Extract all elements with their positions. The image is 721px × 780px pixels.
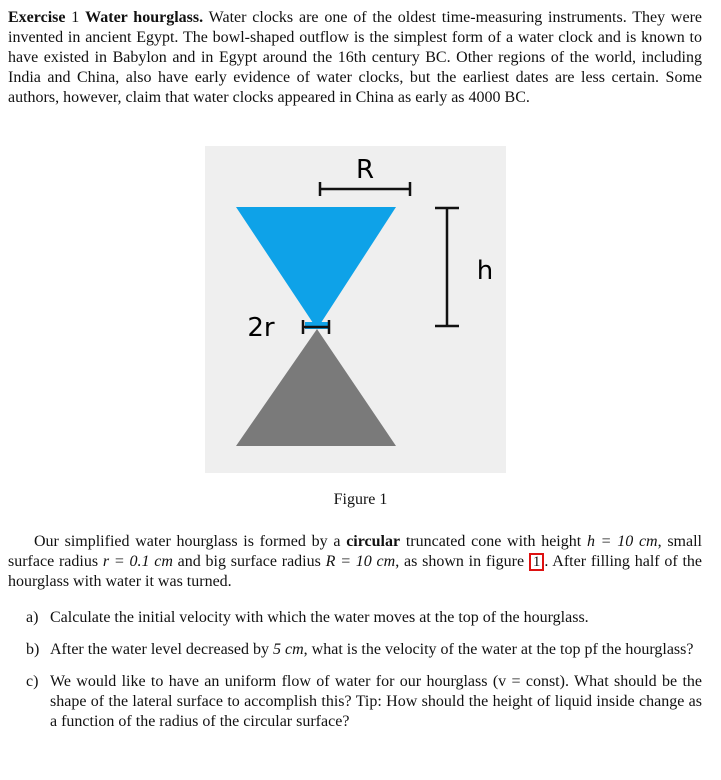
exercise-intro-text: Water clocks are one of the oldest time-measuring instruments. They were invented in ancient Egypt. The bowl-shaped outflow is the simplest form of a water clock and is known to have existed in Babylon and in Egypt around the 16th century BC. Other regions of the world, including India and China, also have early evidence of water clocks, but the earliest dates are less certain. Some authors, however, claim that water clocks appeared in China as early as 4000 BC. — [8, 9, 703, 106]
desc-part2: truncated cone with height — [400, 533, 587, 550]
question-a — [26, 608, 702, 628]
hourglass-figure — [205, 146, 506, 473]
question-label: b) — [26, 641, 40, 658]
exercise-label: Exercise — [8, 9, 66, 26]
question-label: c) — [26, 673, 39, 690]
desc-part4: and big surface radius — [172, 553, 326, 570]
hourglass-diagram — [205, 146, 506, 473]
grey-cone — [236, 329, 396, 446]
question-list — [26, 608, 702, 744]
desc-h-expr: h = 10 cm — [586, 533, 658, 550]
label-R: R — [355, 155, 375, 185]
desc-part5: , as shown in figure — [395, 553, 529, 570]
label-2r: 2r — [247, 313, 275, 343]
question-text — [50, 640, 702, 660]
height-h-dimension — [435, 208, 459, 326]
desc-R-expr: R = 10 cm — [325, 553, 396, 570]
desc-part6: . After filling half of the hourglass with water it was turned. — [8, 553, 703, 590]
question-text: We would like to have an uniform flow of water for our hourglass (v = const). What should be the shape of the lateral surface to accomplish this? Tip: How should the height of liquid inside change as a function of the radius of the circular surface? — [50, 673, 702, 730]
question-b-part2: , what is the velocity of the water at the top pf the hourglass? — [303, 641, 694, 658]
desc-bold-circular: circular — [346, 533, 401, 550]
question-b — [26, 640, 702, 660]
figure-caption: Figure 1 — [333, 491, 388, 508]
question-b-amount: 5 cm — [273, 641, 304, 658]
desc-part3: , small surface radius — [8, 533, 702, 570]
exercise-number: 1 — [71, 9, 80, 26]
exercise-intro — [8, 8, 702, 108]
figure-reference-link[interactable]: 1 — [529, 553, 545, 571]
water-cone — [236, 207, 396, 329]
question-c — [26, 672, 702, 732]
exercise-title: Water hourglass. — [85, 9, 204, 26]
question-label: a) — [26, 609, 39, 626]
label-h: h — [476, 256, 494, 286]
question-b-part1: After the water level decreased by — [50, 641, 273, 658]
desc-part1: Our simplified water hourglass is formed by a — [34, 533, 347, 550]
description-paragraph — [8, 532, 702, 592]
desc-r-expr: r = 0.1 cm — [102, 553, 173, 570]
question-text: Calculate the initial velocity with which the water moves at the top of the hourglass. — [50, 609, 589, 626]
